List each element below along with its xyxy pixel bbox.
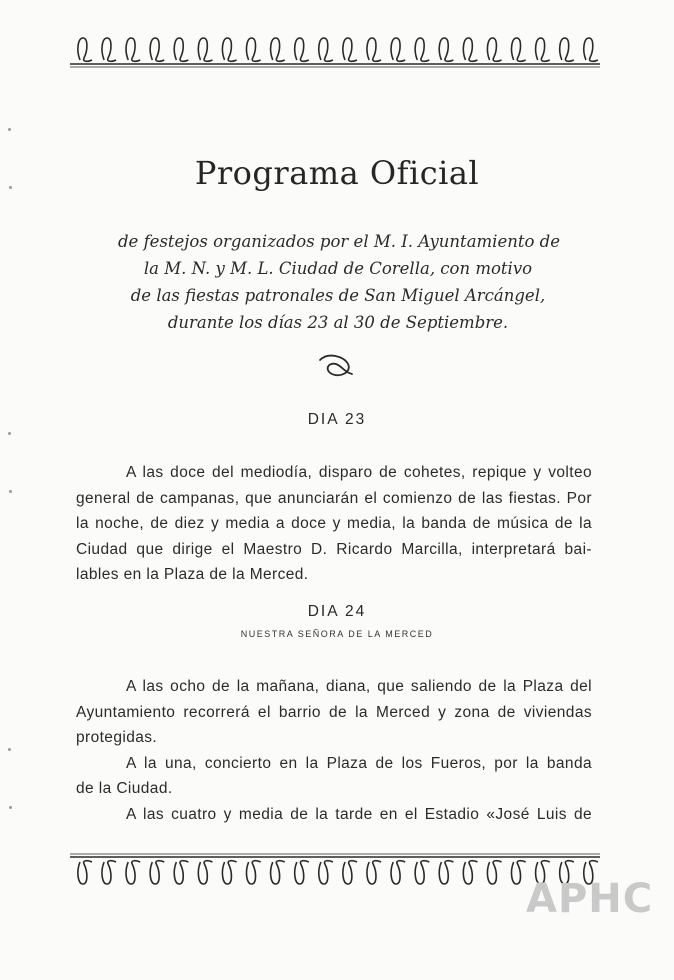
paragraph-line: general de campanas, que anunciarán el comienzo de las fiestas. Por: [76, 489, 592, 507]
scan-speck: [9, 806, 12, 809]
page-title: Programa Oficial: [194, 154, 480, 192]
paragraph-line: de la Ciudad.: [76, 780, 173, 797]
border-loop: [487, 861, 501, 884]
bottom-ornamental-border: [70, 848, 600, 892]
intro-line: de festejos organizados por el M. I. Ayuntamiento de: [118, 232, 560, 251]
border-loop: [198, 38, 212, 61]
border-loop: [439, 38, 453, 61]
paragraph-line: A las ocho de la mañana, diana, que saliendo de la Plaza del: [126, 678, 592, 695]
border-loop: [560, 38, 574, 61]
day-24-paragraph: [76, 674, 592, 827]
paragraph-line: A las cuatro y media de la tarde en el Estadio «José Luis de: [126, 805, 592, 823]
paragraph-line: A las doce del mediodía, disparo de cohetes, repique y volteo: [126, 464, 592, 481]
border-loop: [247, 38, 261, 61]
border-loop: [536, 38, 550, 61]
border-loop: [367, 38, 381, 61]
paragraph-line: A la una, concierto en la Plaza de los Fueros, por la banda: [126, 754, 592, 772]
border-loop: [439, 861, 453, 884]
border-loop: [295, 38, 309, 61]
intro-line: la M. N. y M. L. Ciudad de Corella, con motivo: [143, 259, 533, 278]
paragraph-line: Ayuntamiento recorrerá el barrio de la Merced y zona de viviendas: [76, 703, 592, 721]
border-loop: [222, 38, 236, 61]
intro-line: durante los días 23 al 30 de Septiembre.: [167, 313, 509, 332]
border-loop: [271, 38, 285, 61]
border-loop: [415, 861, 429, 884]
border-loop: [319, 38, 333, 61]
border-loop: [391, 861, 405, 884]
border-loop: [391, 38, 405, 61]
border-loop: [78, 38, 92, 61]
border-loop: [295, 861, 309, 884]
day-24-subtitle: NUESTRA SEÑORA DE LA MERCED: [240, 629, 434, 639]
border-loop: [198, 861, 212, 884]
intro-line: de las fiestas patronales de San Miguel Arcángel,: [130, 286, 546, 305]
border-loop: [487, 38, 501, 61]
scan-speck: [8, 748, 11, 751]
border-loop: [584, 38, 598, 61]
border-loop: [102, 38, 116, 61]
border-loop: [271, 861, 285, 884]
intro-text: [118, 228, 558, 336]
border-loop: [150, 861, 164, 884]
border-loop: [415, 38, 429, 61]
border-loop: [150, 38, 164, 61]
watermark-logo: APHC: [526, 876, 654, 922]
border-loop: [512, 38, 526, 61]
border-loop: [174, 861, 188, 884]
scan-speck: [8, 128, 11, 131]
paragraph-line: protegidas.: [76, 729, 158, 746]
day-23-paragraph: [76, 460, 592, 588]
border-loop: [463, 861, 477, 884]
border-loop: [102, 861, 116, 884]
border-loop: [512, 861, 526, 884]
border-loop: [174, 38, 188, 61]
flourish-ornament: [314, 352, 358, 380]
day-heading-24: DIA 24: [307, 603, 367, 620]
scan-speck: [9, 490, 12, 493]
scan-speck: [8, 432, 11, 435]
border-loop: [78, 861, 92, 884]
border-loop: [343, 38, 357, 61]
scan-speck: [9, 186, 12, 189]
paragraph-line: lables en la Plaza de la Merced.: [76, 566, 309, 583]
paragraph-line: la noche, de diez y media a doce y media, la banda de música de la: [76, 515, 592, 532]
border-loop: [126, 861, 140, 884]
border-loop: [319, 861, 333, 884]
border-loop: [463, 38, 477, 61]
paragraph-line: Ciudad que dirige el Maestro D. Ricardo Marcilla, interpretará bai-: [76, 540, 592, 558]
border-loop: [367, 861, 381, 884]
border-loop: [126, 38, 140, 61]
day-heading-23: DIA 23: [307, 411, 367, 428]
border-loop: [343, 861, 357, 884]
border-loop: [247, 861, 261, 884]
top-ornamental-border: [70, 28, 600, 72]
border-loop: [222, 861, 236, 884]
